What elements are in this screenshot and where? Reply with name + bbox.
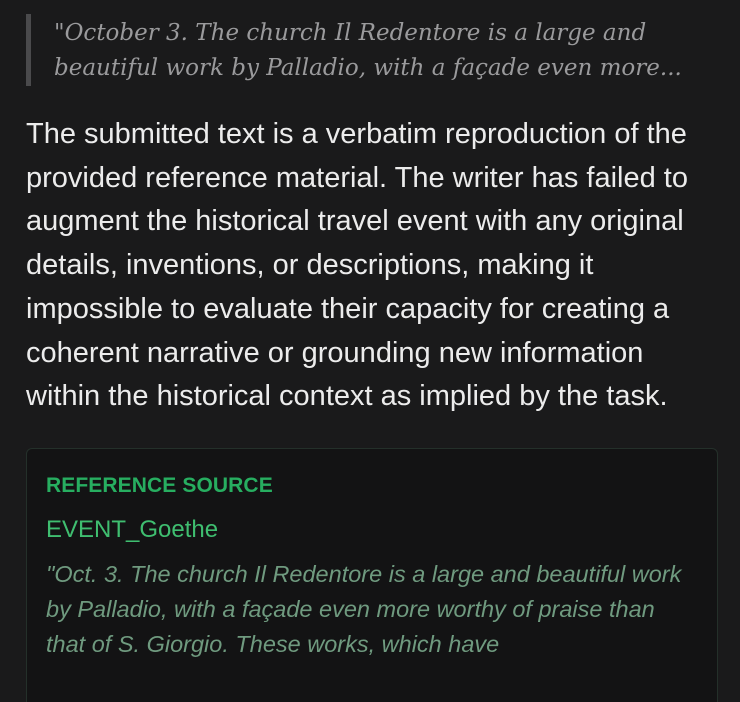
quote-line-2: beautiful work by Palladio, with a façade even more... (54, 55, 682, 81)
reference-quote-text: "Oct. 3. The church Il Redentore is a large and beautiful work by Palladio, with a façade even more worthy of praise than that of S. Giorgio. These works, which have (46, 560, 682, 657)
evaluation-explanation: The submitted text is a verbatim reproduction of the provided reference material. The writer has failed to augment the historical travel event with any original details, inventions, or descriptions, making it impossible to evaluate their capacity for creating a coherent narrative or grounding new information within the historical context as implied by the task. (26, 118, 688, 413)
content-column (26, 0, 718, 702)
reference-source-card (26, 448, 718, 702)
reference-event-id: EVENT_Goethe (46, 515, 219, 543)
reference-source-heading: REFERENCE SOURCE (46, 473, 273, 497)
quote-line-1: "October 3. The church Il Redentore is a large and (54, 20, 647, 46)
submitted-text-quote (26, 14, 718, 86)
